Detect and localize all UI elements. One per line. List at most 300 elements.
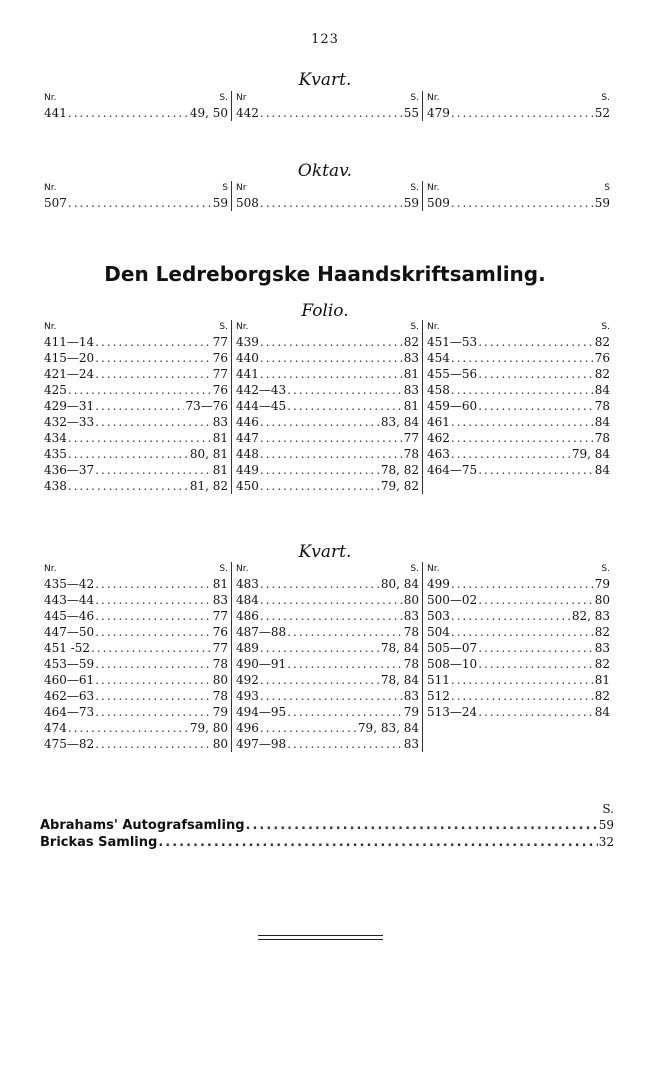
toc-s-label: S.	[602, 802, 614, 816]
index-row	[427, 656, 610, 672]
index-table-oktav	[40, 181, 614, 211]
index-row	[44, 736, 228, 752]
entry-page: 76	[212, 625, 228, 639]
entry-number: 441	[236, 367, 259, 381]
section-title-kvart: Kvart.	[298, 70, 352, 90]
entry-page: 79	[212, 705, 228, 719]
entry-page: 83	[403, 609, 419, 623]
entry-number: 421—24	[44, 367, 95, 381]
index-row	[236, 720, 419, 736]
entry-number: 443—44	[44, 593, 95, 607]
index-row	[427, 576, 610, 592]
index-column	[40, 562, 231, 752]
index-row	[236, 640, 419, 656]
index-row	[427, 640, 610, 656]
entry-page: 82	[594, 335, 610, 349]
header-s: S.	[601, 93, 610, 103]
page-number: 123	[311, 32, 339, 47]
leader-dots	[451, 195, 594, 211]
header-s: S.	[601, 322, 610, 332]
index-row	[44, 430, 228, 446]
index-row	[44, 414, 228, 430]
entry-page: 84	[594, 463, 610, 477]
index-row	[427, 105, 610, 121]
index-row	[44, 334, 228, 350]
index-row	[44, 624, 228, 640]
index-table-kvart-2	[40, 562, 614, 752]
entry-page: 78	[403, 657, 419, 671]
entry-page: 80, 81	[189, 447, 228, 461]
index-table-folio	[40, 320, 614, 494]
header-nr: Nr	[236, 183, 247, 193]
entry-page: 82	[403, 335, 419, 349]
index-row	[236, 576, 419, 592]
index-row	[427, 688, 610, 704]
entry-number: 508	[236, 196, 259, 210]
entry-page: 82	[594, 657, 610, 671]
entry-number: 435	[44, 447, 67, 461]
entry-page: 79	[403, 705, 419, 719]
leader-dots	[68, 105, 189, 121]
leader-dots	[95, 704, 212, 720]
leader-dots	[451, 430, 594, 446]
index-row	[44, 350, 228, 366]
header-s: S.	[601, 564, 610, 574]
index-row	[236, 672, 419, 688]
entry-page: 78	[403, 625, 419, 639]
entry-page: 84	[594, 383, 610, 397]
toc-item-label: Abrahams' Autografsamling	[40, 818, 245, 833]
entry-page: 82	[594, 367, 610, 381]
entry-number: 462—63	[44, 689, 95, 703]
entry-number: 445—46	[44, 609, 95, 623]
leader-dots	[260, 592, 403, 608]
leader-dots	[260, 366, 403, 382]
index-column	[40, 91, 231, 121]
index-column	[422, 562, 613, 752]
index-row	[236, 105, 419, 121]
closing-rule	[258, 935, 383, 940]
entry-page: 82	[594, 625, 610, 639]
index-row	[44, 576, 228, 592]
leader-dots	[478, 704, 594, 720]
index-row	[236, 398, 419, 414]
header-nr: Nr.	[44, 93, 57, 103]
entry-number: 451 -52	[44, 641, 91, 655]
leader-dots	[158, 834, 597, 851]
index-row	[427, 334, 610, 350]
entry-number: 494—95	[236, 705, 287, 719]
header-nr: Nr.	[427, 183, 440, 193]
leader-dots	[68, 382, 212, 398]
entry-number: 496	[236, 721, 259, 735]
index-table-kvart-1	[40, 91, 614, 121]
header-s: S.	[219, 93, 228, 103]
header-nr: Nr.	[44, 183, 57, 193]
toc-item-page: 59	[598, 818, 614, 832]
entry-number: 449	[236, 463, 259, 477]
index-row	[236, 366, 419, 382]
column-header	[44, 320, 228, 334]
index-row	[236, 414, 419, 430]
index-row	[236, 478, 419, 494]
index-row	[44, 672, 228, 688]
leader-dots	[260, 105, 403, 121]
index-row	[236, 624, 419, 640]
entry-page: 81	[594, 673, 610, 687]
leader-dots	[68, 478, 189, 494]
entry-page: 82, 83	[571, 609, 610, 623]
leader-dots	[68, 720, 189, 736]
entry-page: 81	[403, 367, 419, 381]
header-s: S	[222, 183, 228, 193]
entry-number: 479	[427, 106, 450, 120]
entry-page: 73—76	[185, 399, 228, 413]
index-row	[236, 350, 419, 366]
header-s: S.	[410, 93, 419, 103]
leader-dots	[287, 382, 403, 398]
leader-dots	[68, 446, 189, 462]
index-row	[44, 688, 228, 704]
column-header	[427, 181, 610, 195]
entry-number: 463	[427, 447, 450, 461]
index-row	[427, 446, 610, 462]
leader-dots	[451, 688, 594, 704]
entry-number: 436—37	[44, 463, 95, 477]
header-nr: Nr.	[236, 322, 249, 332]
entry-number: 454	[427, 351, 450, 365]
header-nr: Nr.	[427, 564, 440, 574]
index-row	[236, 462, 419, 478]
entry-number: 461	[427, 415, 450, 429]
index-column	[422, 320, 613, 494]
header-nr: Nr.	[236, 564, 249, 574]
entry-number: 505—07	[427, 641, 478, 655]
index-row	[427, 430, 610, 446]
index-row	[427, 462, 610, 478]
entry-number: 438	[44, 479, 67, 493]
leader-dots	[260, 672, 380, 688]
entry-page: 79	[594, 577, 610, 591]
entry-page: 83	[403, 383, 419, 397]
leader-dots	[95, 592, 212, 608]
entry-number: 475—82	[44, 737, 95, 751]
column-header	[44, 91, 228, 105]
entry-number: 411—14	[44, 335, 95, 349]
leader-dots	[451, 350, 594, 366]
index-row	[44, 608, 228, 624]
index-row	[427, 195, 610, 211]
entry-number: 508—10	[427, 657, 478, 671]
entry-number: 450	[236, 479, 259, 493]
leader-dots	[478, 366, 594, 382]
leader-dots	[95, 414, 212, 430]
entry-number: 442	[236, 106, 259, 120]
entry-number: 507	[44, 196, 67, 210]
index-column	[40, 320, 231, 494]
index-row	[44, 640, 228, 656]
header-s: S.	[410, 183, 419, 193]
entry-number: 439	[236, 335, 259, 349]
entry-number: 512	[427, 689, 450, 703]
leader-dots	[260, 195, 403, 211]
index-row	[427, 592, 610, 608]
entry-number: 455—56	[427, 367, 478, 381]
index-column	[422, 91, 613, 121]
leader-dots	[478, 398, 594, 414]
entry-number: 513—24	[427, 705, 478, 719]
index-row	[427, 704, 610, 720]
index-row	[427, 624, 610, 640]
header-nr: Nr.	[44, 564, 57, 574]
toc-item	[40, 817, 614, 834]
index-row	[427, 382, 610, 398]
entry-page: 84	[594, 705, 610, 719]
entry-page: 80	[403, 593, 419, 607]
leader-dots	[451, 382, 594, 398]
index-row	[44, 366, 228, 382]
leader-dots	[287, 704, 403, 720]
index-row	[44, 592, 228, 608]
leader-dots	[287, 398, 403, 414]
leader-dots	[260, 462, 380, 478]
column-header	[44, 562, 228, 576]
index-row	[44, 704, 228, 720]
leader-dots	[95, 672, 212, 688]
entry-page: 84	[594, 415, 610, 429]
index-column	[40, 181, 231, 211]
entry-page: 77	[403, 431, 419, 445]
entry-page: 81	[212, 431, 228, 445]
entry-number: 447	[236, 431, 259, 445]
leader-dots	[246, 817, 598, 834]
entry-number: 446	[236, 415, 259, 429]
index-row	[236, 446, 419, 462]
column-header	[236, 181, 419, 195]
entry-number: 451—53	[427, 335, 478, 349]
index-row	[236, 736, 419, 752]
header-s: S.	[410, 322, 419, 332]
leader-dots	[95, 608, 212, 624]
entry-number: 500—02	[427, 593, 478, 607]
index-row	[44, 462, 228, 478]
entry-number: 462	[427, 431, 450, 445]
leader-dots	[287, 736, 403, 752]
leader-dots	[95, 624, 212, 640]
entry-number: 511	[427, 673, 450, 687]
entry-page: 77	[212, 335, 228, 349]
header-s: S	[604, 183, 610, 193]
index-column	[422, 181, 613, 211]
entry-page: 79, 80	[189, 721, 228, 735]
column-header	[44, 181, 228, 195]
entry-number: 509	[427, 196, 450, 210]
entry-number: 453—59	[44, 657, 95, 671]
leader-dots	[95, 462, 212, 478]
entry-page: 78	[212, 689, 228, 703]
column-header	[427, 91, 610, 105]
index-row	[236, 592, 419, 608]
index-row	[236, 195, 419, 211]
leader-dots	[451, 576, 594, 592]
index-row	[427, 608, 610, 624]
entry-page: 80	[212, 737, 228, 751]
entry-number: 464—75	[427, 463, 478, 477]
entry-number: 489	[236, 641, 259, 655]
section-title-kvart-2: Kvart.	[298, 542, 352, 562]
entry-page: 83	[212, 415, 228, 429]
leader-dots	[451, 414, 594, 430]
header-nr: Nr.	[44, 322, 57, 332]
entry-page: 83, 84	[380, 415, 419, 429]
entry-number: 425	[44, 383, 67, 397]
leader-dots	[95, 334, 212, 350]
entry-number: 503	[427, 609, 450, 623]
entry-page: 81, 82	[189, 479, 228, 493]
entry-page: 77	[212, 609, 228, 623]
entry-number: 442—43	[236, 383, 287, 397]
entry-number: 458	[427, 383, 450, 397]
entry-page: 83	[212, 593, 228, 607]
index-row	[236, 656, 419, 672]
entry-page: 83	[594, 641, 610, 655]
entry-page: 78, 84	[380, 673, 419, 687]
header-nr: Nr.	[427, 93, 440, 103]
entry-number: 415—20	[44, 351, 95, 365]
leader-dots	[260, 414, 380, 430]
entry-number: 504	[427, 625, 450, 639]
entry-page: 81	[212, 463, 228, 477]
index-column	[231, 91, 422, 121]
section-title-oktav: Oktav.	[297, 161, 353, 181]
entry-number: 483	[236, 577, 259, 591]
leader-dots	[287, 624, 403, 640]
index-row	[44, 382, 228, 398]
entry-page: 59	[403, 196, 419, 210]
entry-number: 429—31	[44, 399, 95, 413]
leader-dots	[260, 720, 357, 736]
index-row	[236, 430, 419, 446]
leader-dots	[95, 350, 212, 366]
index-row	[44, 195, 228, 211]
entry-page: 78	[594, 399, 610, 413]
leader-dots	[260, 640, 380, 656]
entry-number: 448	[236, 447, 259, 461]
entry-number: 487—88	[236, 625, 287, 639]
leader-dots	[68, 195, 212, 211]
toc-item-label: Brickas Samling	[40, 835, 158, 850]
entry-page: 80	[594, 593, 610, 607]
leader-dots	[287, 656, 403, 672]
index-row	[427, 414, 610, 430]
header-nr: Nr	[236, 93, 247, 103]
entry-page: 59	[212, 196, 228, 210]
entry-number: 434	[44, 431, 67, 445]
collection-heading: Den Ledreborgske Haandskriftsamling.	[104, 262, 546, 286]
entry-page: 80, 84	[380, 577, 419, 591]
leader-dots	[95, 576, 212, 592]
column-header	[236, 91, 419, 105]
leader-dots	[95, 688, 212, 704]
index-column	[231, 181, 422, 211]
leader-dots	[91, 640, 212, 656]
leader-dots	[451, 446, 571, 462]
column-header	[427, 562, 610, 576]
entry-page: 80	[212, 673, 228, 687]
index-row	[236, 704, 419, 720]
entry-number: 444—45	[236, 399, 287, 413]
entry-page: 77	[212, 641, 228, 655]
entry-page: 79, 84	[571, 447, 610, 461]
entry-number: 459—60	[427, 399, 478, 413]
leader-dots	[478, 640, 594, 656]
entry-number: 441	[44, 106, 67, 120]
index-row	[44, 720, 228, 736]
entry-page: 49, 50	[189, 106, 228, 120]
leader-dots	[451, 672, 594, 688]
entry-number: 474	[44, 721, 67, 735]
index-column	[231, 562, 422, 752]
entry-page: 78	[403, 447, 419, 461]
index-column	[231, 320, 422, 494]
index-row	[44, 656, 228, 672]
header-s: S.	[410, 564, 419, 574]
leader-dots	[478, 334, 594, 350]
index-row	[44, 446, 228, 462]
leader-dots	[260, 430, 403, 446]
index-row	[44, 478, 228, 494]
column-header	[427, 320, 610, 334]
entry-page: 52	[594, 106, 610, 120]
toc-section	[40, 801, 614, 851]
entry-page: 81	[212, 577, 228, 591]
toc-item-page: 32	[598, 835, 614, 849]
toc-item	[40, 834, 614, 851]
leader-dots	[68, 430, 212, 446]
entry-page: 78	[212, 657, 228, 671]
leader-dots	[478, 592, 594, 608]
index-row	[427, 350, 610, 366]
index-row	[236, 382, 419, 398]
leader-dots	[451, 608, 571, 624]
index-row	[236, 334, 419, 350]
entry-page: 78	[594, 431, 610, 445]
entry-number: 447—50	[44, 625, 95, 639]
leader-dots	[260, 688, 403, 704]
entry-page: 83	[403, 689, 419, 703]
entry-page: 76	[212, 351, 228, 365]
leader-dots	[95, 736, 212, 752]
entry-number: 435—42	[44, 577, 95, 591]
column-header	[236, 562, 419, 576]
leader-dots	[451, 624, 594, 640]
entry-number: 499	[427, 577, 450, 591]
entry-page: 77	[212, 367, 228, 381]
column-header	[236, 320, 419, 334]
leader-dots	[260, 350, 403, 366]
entry-number: 486	[236, 609, 259, 623]
entry-page: 83	[403, 737, 419, 751]
entry-page: 83	[403, 351, 419, 365]
leader-dots	[260, 608, 403, 624]
entry-number: 497—98	[236, 737, 287, 751]
header-s: S.	[219, 564, 228, 574]
leader-dots	[451, 105, 594, 121]
index-row	[44, 105, 228, 121]
leader-dots	[478, 656, 594, 672]
entry-number: 490—91	[236, 657, 287, 671]
entry-page: 79, 82	[380, 479, 419, 493]
